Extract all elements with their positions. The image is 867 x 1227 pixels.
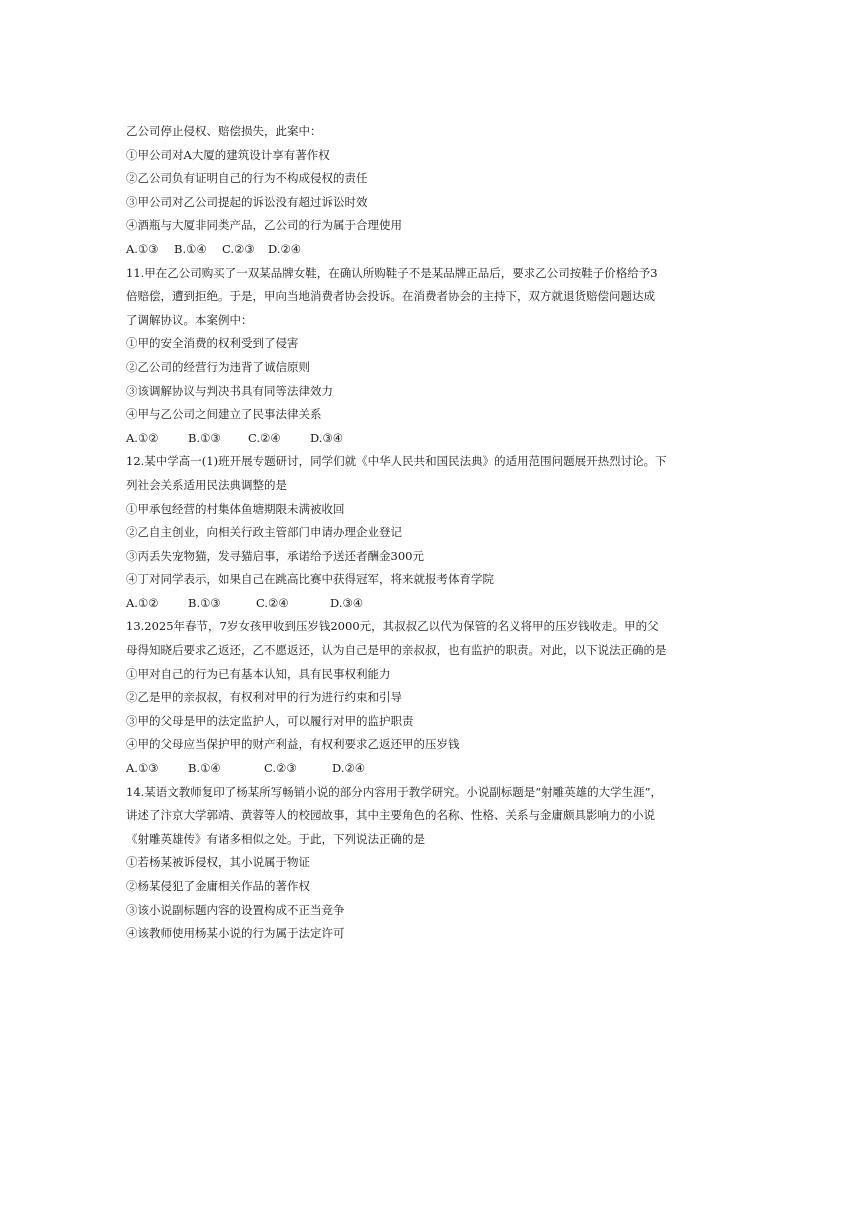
choice-item: ①甲承包经营的村集体鱼塘期限未满被收回 [126, 501, 345, 516]
question-10-intro: 乙公司停止侵权、赔偿损失，此案中： [126, 124, 322, 138]
choice-item: ②杨某侵犯了金庸相关作品的著作权 [126, 879, 310, 893]
choice-item: ③丙丢失宠物猫，发寻猫启事，承诺给予送还者酬金300元 [126, 548, 424, 563]
choice-item: ④甲与乙公司之间建立了民事法律关系 [126, 407, 322, 422]
question-stem: 讲述了汴京大学郭靖、黄蓉等人的校园故事，其中主要角色的名称、性格、关系与金庸颇具影响力的小说 [126, 808, 655, 823]
choice-item: ③该小说副标题内容的设置构成不正当竞争 [126, 902, 345, 917]
option-d: D.②④ [332, 761, 366, 776]
question-stem: 13.2025年春节，7岁女孩甲收到压岁钱2000元，其叔叔乙以代为保管的名义将甲的压岁钱收走。甲的父 [126, 619, 659, 634]
choice-item: ②乙是甲的亲叔叔，有权利对甲的行为进行约束和引导 [126, 690, 402, 705]
answer-options [126, 592, 696, 616]
choice-item: ④丁对同学表示，如果自己在跳高比赛中获得冠军，将来就报考体育学院 [126, 572, 494, 587]
choice-item: ③该调解协议与判决书具有同等法律效力 [126, 383, 333, 398]
option-d: D.③④ [310, 430, 344, 445]
question-12 [126, 450, 696, 615]
option-a: A.①③ [126, 241, 159, 256]
choice-item: ①甲的安全消费的权利受到了侵害 [126, 336, 299, 351]
option-a: A.①② [126, 595, 159, 610]
question-stem: 母得知晓后要求乙返还，乙不愿返还，认为自己是甲的亲叔叔，也有监护的职责。对此，以下说法正确的是 [126, 643, 667, 658]
choice-item: ④该教师使用杨某小说的行为属于法定许可 [126, 926, 345, 941]
question-stem: 了调解协议。本案例中： [126, 312, 253, 327]
question-13 [126, 615, 696, 780]
question-stem: 《射雕英雄传》有诸多相似之处。于此，下列说法正确的是 [126, 831, 425, 846]
choice-item: ②乙自主创业，向相关行政主管部门申请办理企业登记 [126, 525, 402, 540]
option-b: B.①④ [188, 761, 221, 776]
answer-options [126, 427, 696, 451]
choice-item: ②乙公司负有证明自己的行为不构成侵权的责任 [126, 171, 368, 186]
option-c: C.②④ [248, 430, 281, 445]
choice-item: ③甲公司对乙公司提起的诉讼没有超过诉讼时效 [126, 194, 368, 209]
choice-item: ②乙公司的经营行为违背了诚信原则 [126, 359, 310, 374]
exam-page [126, 120, 696, 946]
question-11 [126, 262, 696, 451]
choice-item: ③甲的父母是甲的法定监护人，可以履行对甲的监护职责 [126, 713, 414, 728]
choice-item: ①若杨某被诉侵权，其小说属于物证 [126, 855, 310, 870]
option-b: B.①③ [188, 595, 221, 610]
answer-options [126, 757, 696, 781]
question-stem: 列社会关系适用民法典调整的是 [126, 477, 287, 492]
answer-options [126, 238, 696, 262]
option-c: C.②③ [222, 241, 255, 256]
option-d: D.②④ [268, 241, 302, 256]
question-stem: 12.某中学高一(1)班开展专题研讨，同学们就《中华人民共和国民法典》的适用范围问题展开热烈讨论。下 [126, 454, 667, 469]
option-c: C.②④ [256, 595, 289, 610]
option-a: A.①② [126, 430, 159, 445]
question-stem: 11.甲在乙公司购买了一双某品牌女鞋，在确认所购鞋子不是某品牌正品后，要求乙公司按鞋子价格给予3 [126, 265, 658, 280]
option-b: B.①③ [188, 430, 221, 445]
choice-item: ①甲对自己的行为已有基本认知，具有民事权利能力 [126, 666, 391, 681]
question-10-tail [126, 120, 696, 262]
option-d: D.③④ [330, 595, 364, 610]
question-stem: 14.某语文教师复印了杨某所写畅销小说的部分内容用于教学研究。小说副标题是“射雕英雄的大学生涯”， [126, 784, 663, 799]
question-14 [126, 781, 696, 946]
option-c: C.②③ [264, 761, 297, 776]
option-b: B.①④ [174, 241, 207, 256]
option-a: A.①③ [126, 761, 159, 776]
choice-item: ④甲的父母应当保护甲的财产利益，有权利要求乙返还甲的压岁钱 [126, 737, 460, 752]
choice-item: ①甲公司对A大厦的建筑设计享有著作权 [126, 147, 330, 162]
choice-item: ④酒瓶与大厦非同类产品，乙公司的行为属于合理使用 [126, 218, 402, 233]
question-stem: 倍赔偿，遭到拒绝。于是，甲向当地消费者协会投诉。在消费者协会的主持下，双方就退货赔偿问题达成 [126, 289, 655, 304]
